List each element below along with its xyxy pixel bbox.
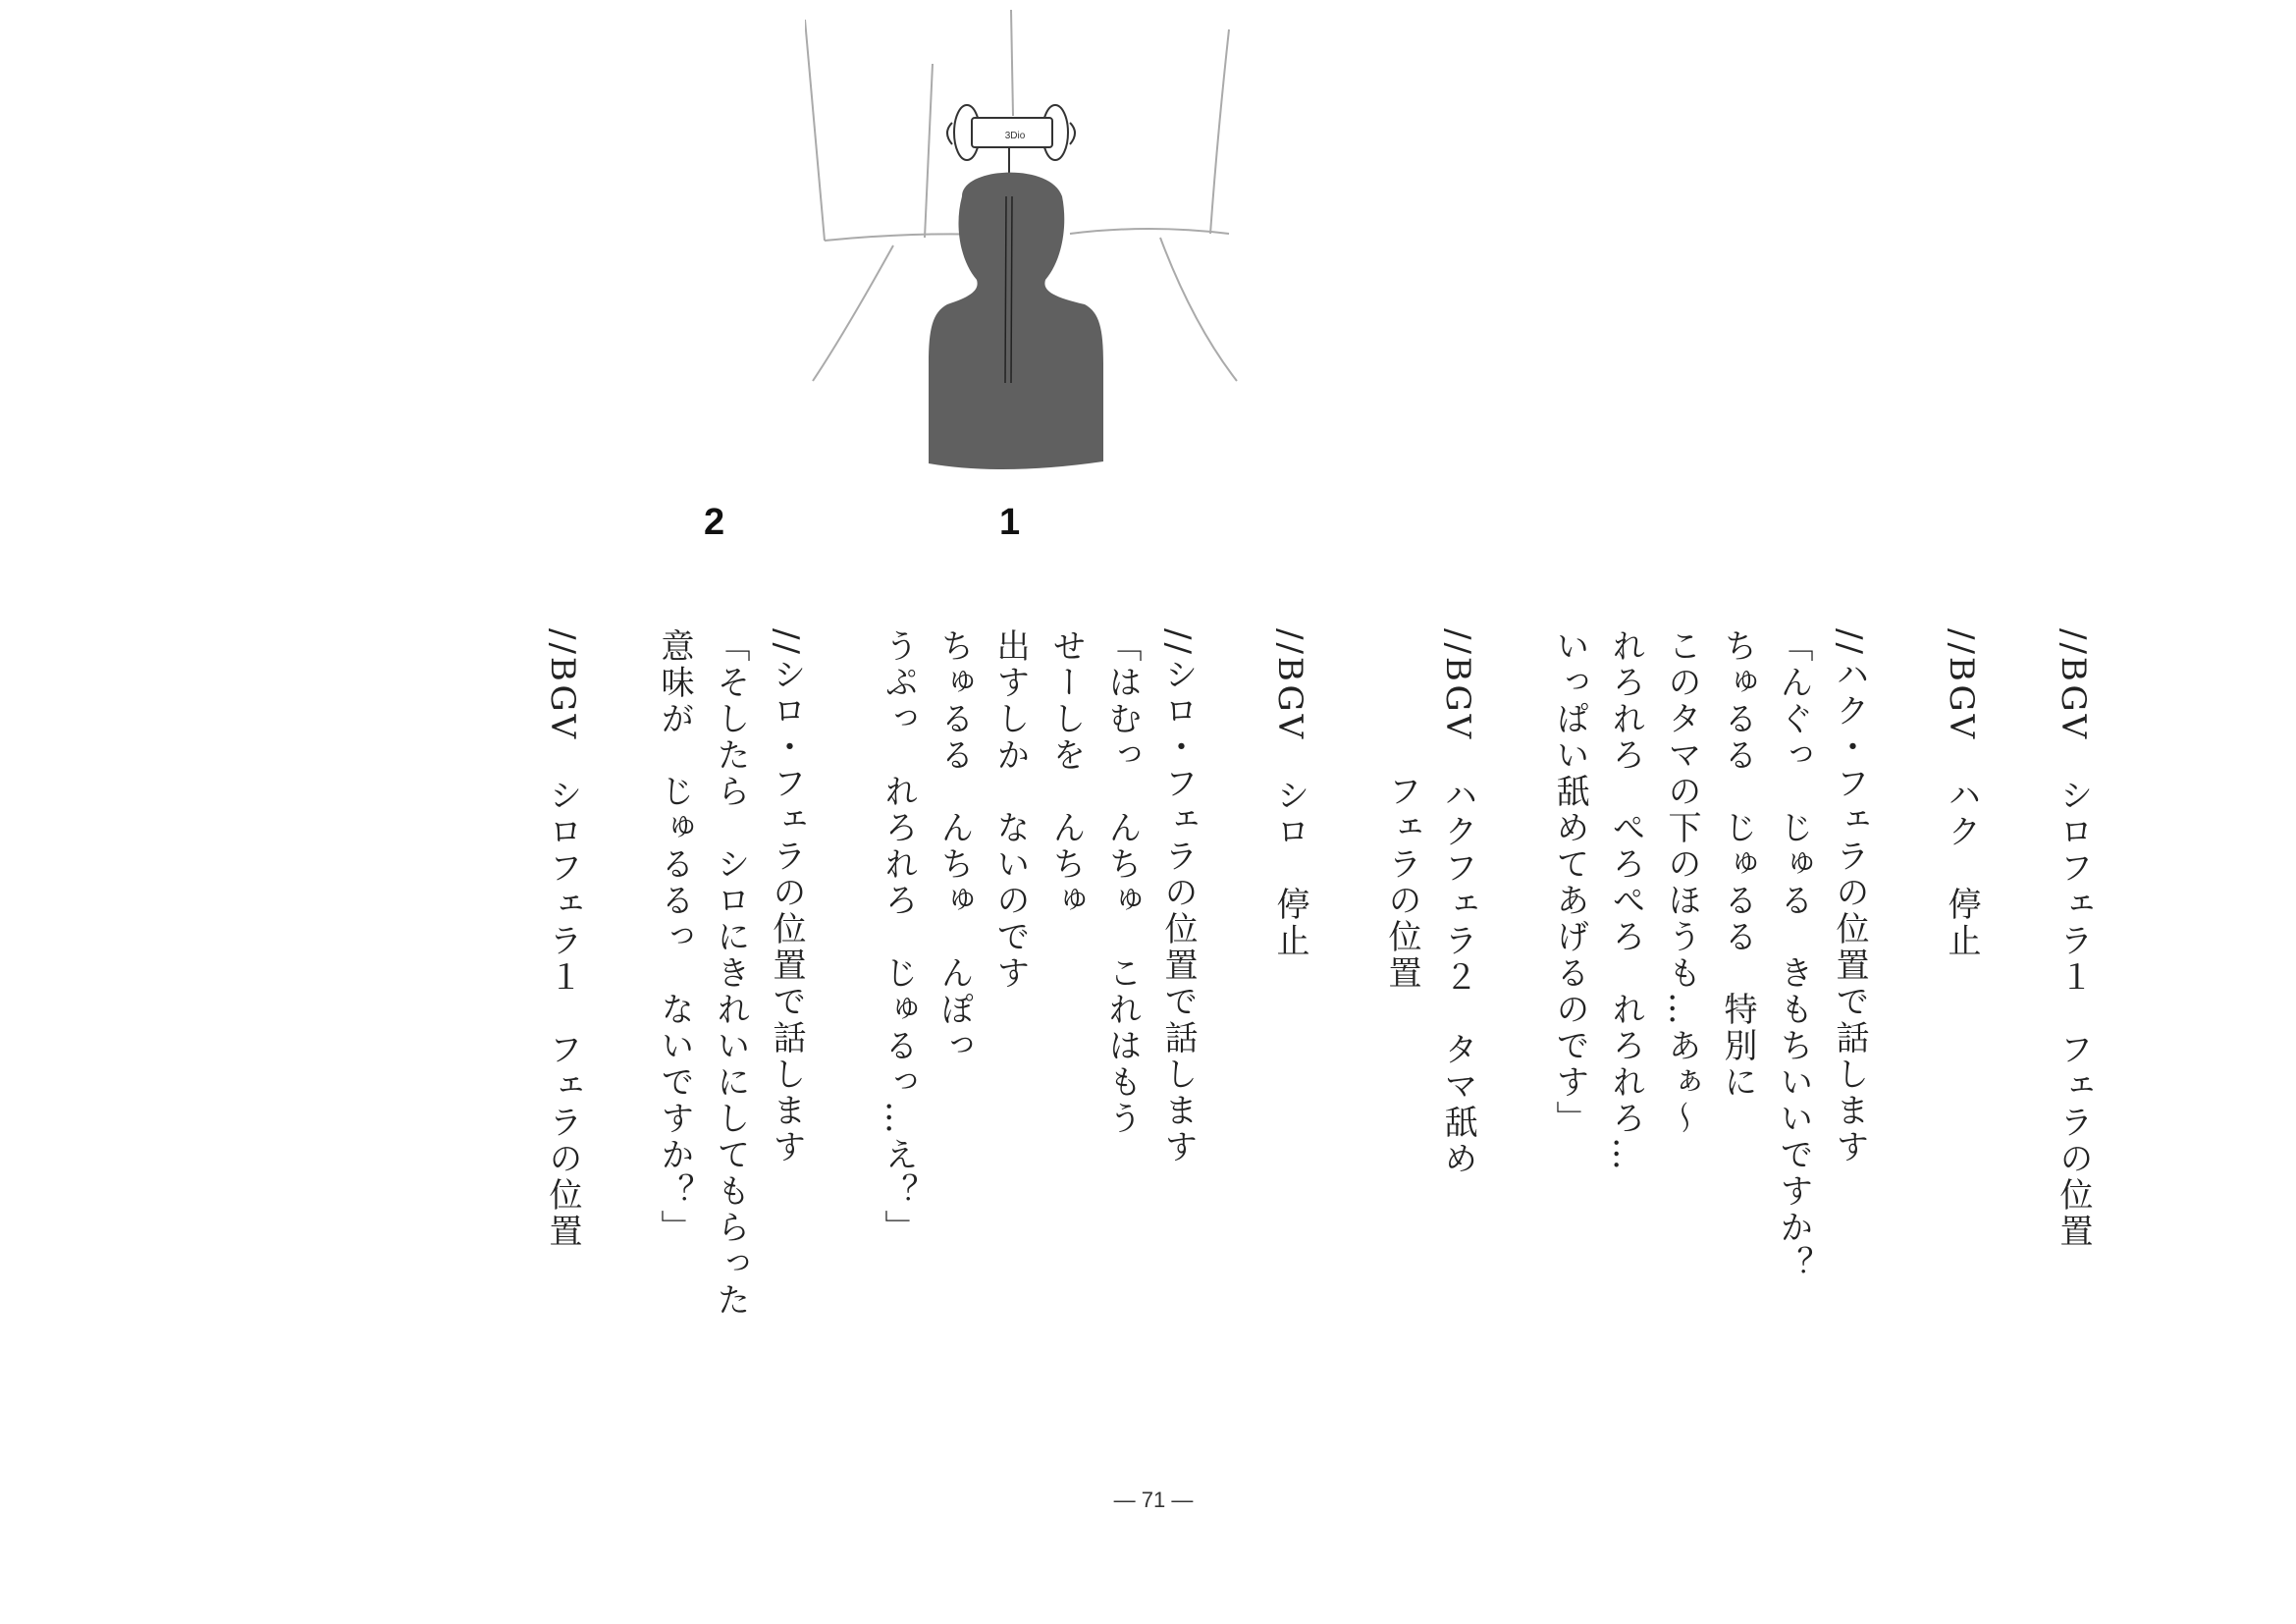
script-line: せーしを んちゅ	[1046, 628, 1086, 919]
column-spacer	[1877, 628, 1933, 1237]
position-label-1: 1	[999, 502, 1021, 543]
column-spacer	[1989, 628, 2045, 1237]
script-line: 意味が じゅるるっ ないですか？」	[655, 628, 694, 1246]
script-line: //シロ・フェラの位置で話します	[767, 628, 806, 1165]
script-line: //BGV シロ 停止	[1270, 628, 1309, 960]
page-number: ― 71 ―	[1113, 1488, 1194, 1512]
position-diagram	[805, 10, 1247, 471]
script-line: 「んぐっ じゅる きもちいいですか？	[1774, 628, 1813, 1282]
script-text	[530, 628, 2101, 1319]
script-line: //BGV シロフェラ１ フェラの位置	[543, 628, 582, 1251]
script-line: //シロ・フェラの位置で話します	[1158, 628, 1198, 1165]
script-line: //BGV シロフェラ１ フェラの位置	[2054, 628, 2093, 1251]
script-line: //ハク・フェラの位置で話します	[1830, 628, 1869, 1165]
script-line: うぷっ れろれろ じゅるっ…え？」	[879, 628, 918, 1246]
script-line: //BGV ハク 停止	[1942, 628, 1981, 960]
script-line: このタマの下のほうも…あぁ～	[1662, 628, 1701, 1137]
script-line: ちゅるる じゅるる 特別に	[1718, 628, 1757, 1101]
script-line: 出すしか ないのです	[990, 628, 1030, 992]
column-spacer	[814, 628, 870, 1237]
column-spacer	[1317, 628, 1373, 1237]
script-line: フェラの位置	[1382, 628, 1421, 992]
script-line: 「そしたら シロにきれいにしてもらった	[711, 628, 750, 1319]
listener-silhouette	[929, 173, 1103, 469]
column-spacer	[1485, 628, 1541, 1237]
device-label: 3Dio	[1004, 131, 1026, 141]
script-line: 「はむっ んちゅ これはもう	[1102, 628, 1142, 1137]
script-line: いっぱい舐めてあげるのです」	[1550, 628, 1589, 1137]
column-spacer	[590, 628, 646, 1237]
script-line: ちゅるる んちゅ んぽっ	[934, 628, 974, 1064]
position-label-2: 2	[704, 502, 725, 543]
column-spacer	[1205, 628, 1261, 1237]
script-line: れろれろ ぺろぺろ れろれろ…	[1606, 628, 1645, 1173]
script-line: //BGV ハクフェラ２ タマ舐め	[1438, 628, 1477, 1178]
